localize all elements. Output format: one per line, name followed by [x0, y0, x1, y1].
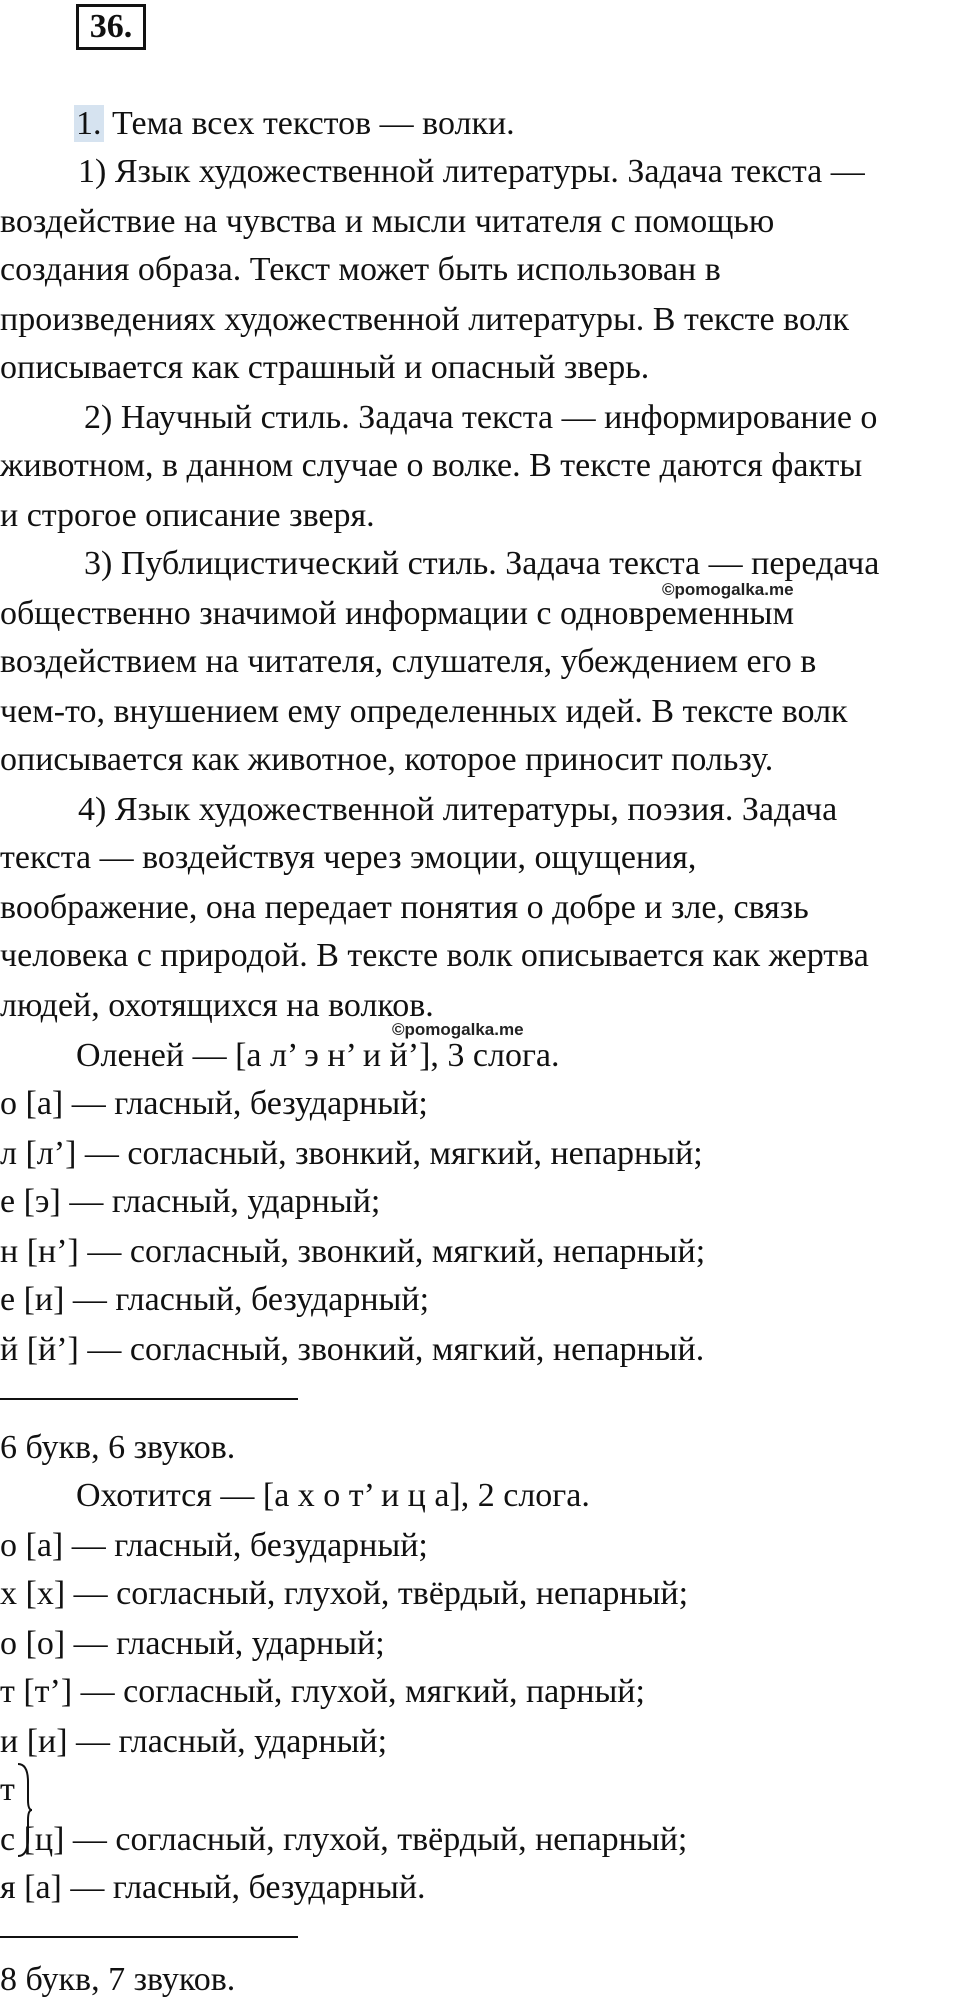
paragraph-line: и строгое описание зверя.	[0, 497, 375, 534]
task-number: 36.	[76, 4, 146, 50]
sound-line: л [л’] — согласный, звонкий, мягкий, непарный;	[0, 1135, 703, 1172]
paragraph-line: воздействие на чувства и мысли читателя с помощью	[0, 203, 775, 240]
word2-summary: 8 букв, 7 звуков.	[0, 1961, 236, 1998]
sound-line: о [о] — гласный, ударный;	[0, 1625, 385, 1662]
paragraph-line: 2) Научный стиль. Задача текста — информирование о	[84, 399, 878, 436]
paragraph-line: текста — воздействуя через эмоции, ощущения,	[0, 839, 697, 876]
summary-divider	[0, 1936, 298, 1938]
paragraph-line: 3) Публицистический стиль. Задача текста — передача	[84, 545, 880, 582]
paragraph-line: описывается как страшный и опасный зверь.	[0, 349, 650, 386]
word1-title: Оленей — [а л’ э н’ и й’], 3 слога.	[76, 1037, 560, 1074]
intro-text: Тема всех текстов — волки.	[103, 105, 515, 142]
sound-line: х [х] — согласный, глухой, твёрдый, непарный;	[0, 1575, 689, 1612]
paragraph-line: создания образа. Текст может быть использован в	[0, 251, 721, 288]
word2-title: Охотится — [а х о т’ и ц а], 2 слога.	[76, 1477, 590, 1514]
sound-line: я [а] — гласный, безударный.	[0, 1869, 426, 1906]
watermark: ©pomogalka.me	[392, 1020, 524, 1039]
summary-divider	[0, 1398, 298, 1400]
paragraph-line: 1) Язык художественной литературы. Задача текста —	[78, 153, 865, 190]
paragraph-line: человека с природой. В тексте волк описывается как жертва	[0, 937, 869, 974]
sound-line: т [т’] — согласный, глухой, мягкий, парный;	[0, 1673, 645, 1710]
sound-line: о [а] — гласный, безударный;	[0, 1527, 428, 1564]
sound-line: е [э] — гласный, ударный;	[0, 1183, 381, 1220]
paragraph-line: воображение, она передает понятия о добре и зле, связь	[0, 889, 809, 926]
paragraph-line: людей, охотящихся на волков.	[0, 987, 434, 1024]
sound-line: н [н’] — согласный, звонкий, мягкий, непарный;	[0, 1233, 706, 1270]
paragraph-line: описывается как животное, которое приносит пользу.	[0, 741, 774, 778]
sound-line: о [а] — гласный, безударный;	[0, 1085, 428, 1122]
sound-line: с [ц] — согласный, глухой, твёрдый, непарный;	[0, 1821, 688, 1858]
sound-line: т	[0, 1771, 15, 1808]
sound-line: е [и] — гласный, безударный;	[0, 1281, 430, 1318]
sound-line: й [й’] — согласный, звонкий, мягкий, непарный.	[0, 1331, 705, 1368]
intro-line	[74, 104, 515, 143]
paragraph-line: чем-то, внушением ему определенных идей. В тексте волк	[0, 693, 848, 730]
paragraph-line: 4) Язык художественной литературы, поэзия. Задача	[78, 791, 838, 828]
paragraph-line: произведениях художественной литературы. В тексте волк	[0, 301, 849, 338]
sound-line: и [и] — гласный, ударный;	[0, 1723, 388, 1760]
paragraph-line: воздействием на читателя, слушателя, убеждением его в	[0, 643, 817, 680]
intro-marker: 1.	[76, 105, 102, 142]
word1-summary: 6 букв, 6 звуков.	[0, 1429, 236, 1466]
paragraph-line: общественно значимой информации с одновременным	[0, 595, 795, 632]
watermark: ©pomogalka.me	[662, 580, 794, 599]
paragraph-line: животном, в данном случае о волке. В тексте даются факты	[0, 447, 863, 484]
